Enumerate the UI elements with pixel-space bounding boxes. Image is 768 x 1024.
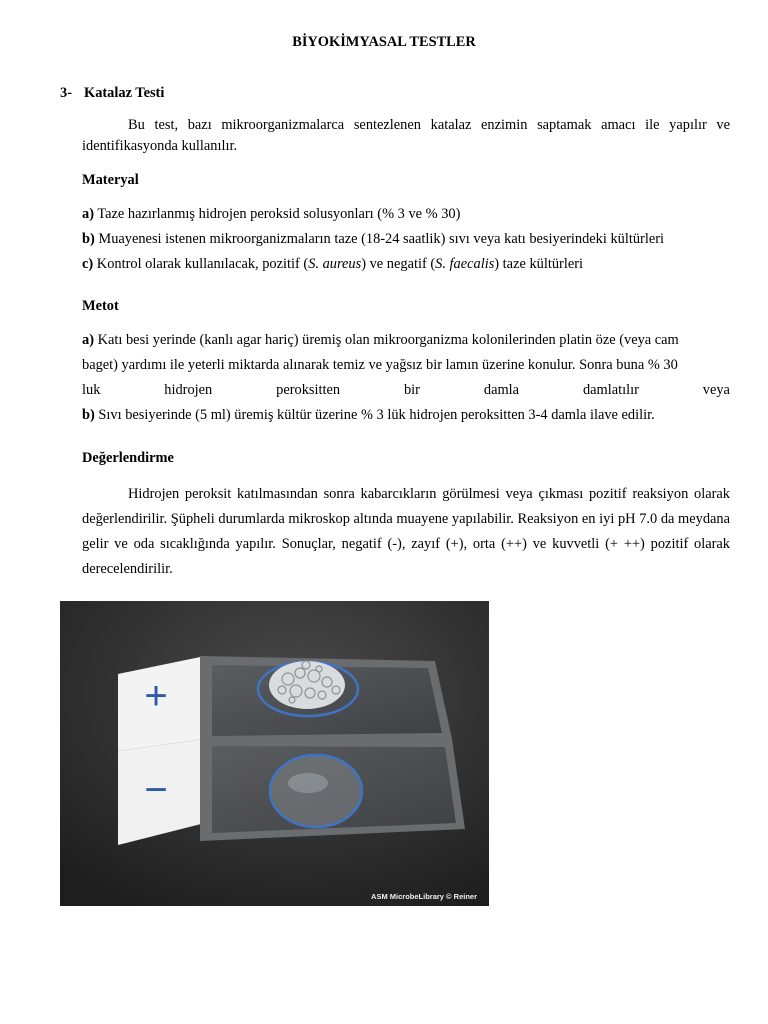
item-text: Kontrol olarak kullanılacak, pozitif (	[96, 256, 309, 272]
word: damla	[483, 382, 520, 398]
item-text: Muayenesi istenen mikroorganizmaların taze (18-24 saatlik) sıvı veya katı besiyerindeki kültürleri	[98, 231, 664, 247]
materyal-item-c	[82, 256, 730, 273]
word: luk	[82, 382, 101, 398]
metot-a-line3	[82, 382, 730, 399]
item-label: b)	[82, 407, 95, 423]
word: bir	[403, 382, 420, 398]
metot-heading: Metot	[82, 298, 119, 314]
catalase-test-photo	[60, 601, 489, 906]
word: hidrojen	[164, 382, 213, 398]
materyal-item-a	[82, 206, 730, 223]
item-label: a)	[82, 206, 94, 222]
negative-slide	[118, 739, 465, 845]
materyal-item-b	[82, 231, 730, 248]
materyal-heading: Materyal	[82, 172, 139, 188]
photo-credit: ASM MicrobeLibrary © Reiner	[371, 892, 477, 901]
section-number: 3-	[60, 85, 72, 101]
item-text: Taze hazırlanmış hidrojen peroksid solusyonları (% 3 ve % 30)	[97, 206, 461, 222]
word: peroksitten	[276, 382, 341, 398]
degerlendirme-heading: Değerlendirme	[82, 450, 174, 466]
intro-paragraph: Bu test, bazı mikroorganizmalarca sentezlenen katalaz enzimin saptamak amacı ile yapılır ve identifikasyonda kullanılır.	[82, 117, 730, 154]
item-label: a)	[82, 332, 94, 348]
item-text: ) taze kültürleri	[494, 256, 583, 272]
positive-label: +	[144, 674, 168, 718]
section-title: Katalaz Testi	[84, 85, 165, 101]
positive-slide	[118, 656, 452, 751]
degerlendirme-paragraph: Hidrojen peroksit katılmasından sonra kabarcıkların görülmesi veya çıkması pozitif reaksiyon olarak değerlendirilir. Şüpheli durumlarda mikroskop altında muayene yapılabilir. Reaksiyon en iyi pH 7.0 da meydana gelir ve oda sıcaklığında yapılır. Sonuçlar, negatif (-), zayıf (+), orta (++) ve kuvvetli (+ ++) pozitif olarak derecelendirilir.	[82, 486, 730, 577]
metot-b	[82, 407, 730, 424]
slide-illustration	[60, 601, 489, 906]
negative-label: −	[144, 768, 168, 812]
word: veya	[702, 382, 730, 398]
page-title: BİYOKİMYASAL TESTLER	[292, 34, 476, 50]
organism-negative: S. faecalis	[435, 256, 495, 272]
word: damlatılır	[582, 382, 639, 398]
item-label: c)	[82, 256, 94, 272]
item-text: Sıvı besiyerinde (5 ml) üremiş kültür üzerine % 3 lük hidrojen peroksitten 3-4 damla ilave edilir.	[98, 407, 655, 423]
metot-a-line1	[82, 332, 730, 349]
item-text: Katı besi yerinde (kanlı agar hariç) üremiş olan mikroorganizma kolonilerinden platin öze (veya cam	[97, 332, 679, 348]
item-text: ) ve negatif (	[361, 256, 436, 272]
item-label: b)	[82, 231, 95, 247]
organism-positive: S. aureus	[308, 256, 362, 272]
metot-a-line2: baget) yardımı ile yeterli miktarda alınarak temiz ve yağsız bir lamın üzerine konulur. Sonra buna % 30	[82, 357, 678, 373]
